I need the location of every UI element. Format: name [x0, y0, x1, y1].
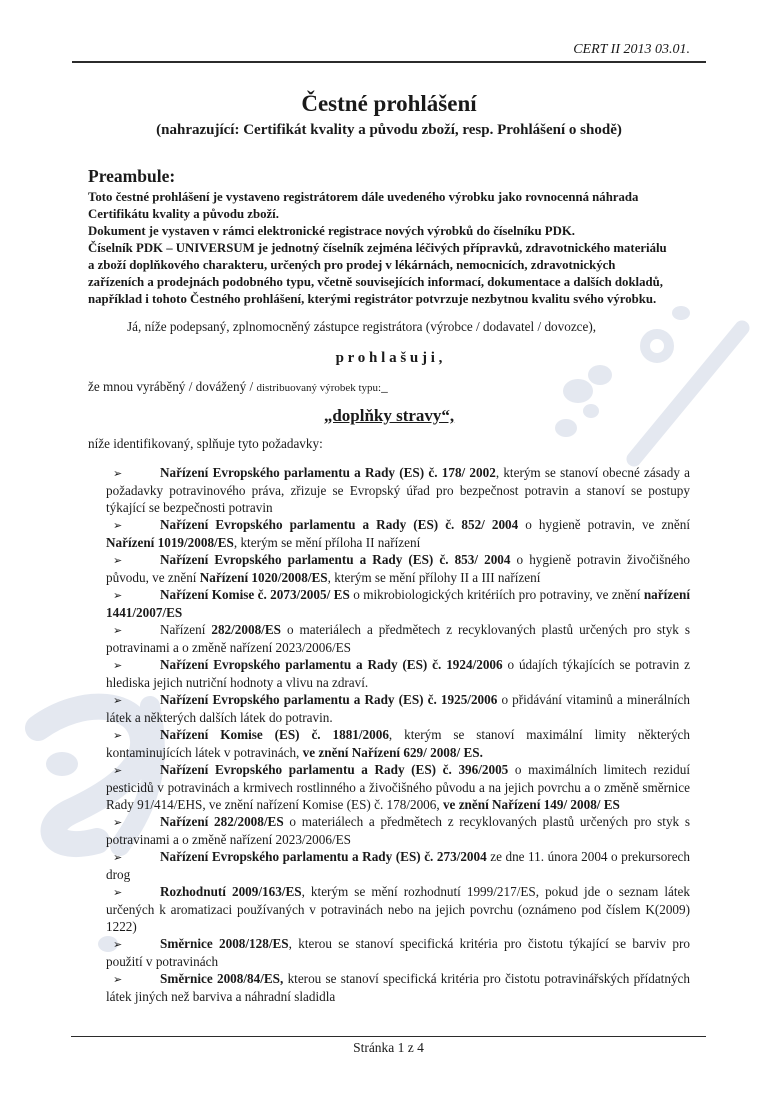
preamble-line: zařízeních a prodejnách podobného typu, včetně souvisejících informací, dokumentace a dalších dokladů, [88, 275, 663, 289]
list-item [106, 551, 690, 586]
list-item [106, 883, 690, 935]
regulation-description: o mikrobiologických kritériích pro potraviny, ve znění [349, 587, 644, 602]
preamble-line: Číselník PDK – UNIVERSUM je jednotný číselník zejména léčivých přípravků, zdravotnického materiálu [88, 241, 667, 255]
regulation-reference: nařízení 1441/2007/ES [106, 587, 690, 620]
regulation-reference: 282/2008/ES [211, 622, 281, 637]
bullet-arrow-icon: ➢ [113, 764, 123, 777]
list-item [106, 970, 690, 1005]
regulation-reference: Nařízení 1020/2008/ES [199, 570, 328, 585]
regulation-reference: Směrnice 2008/84/ES, [160, 971, 284, 986]
preamble-line: například i tohoto Čestného prohlášení, kterými registrátor potvrzuje nezbytnou kvalitu svého výrobku. [88, 292, 657, 306]
list-item [106, 935, 690, 970]
regulation-description: , kterým se mění rozhodnutí 1999/217/ES, pokud jde o seznam látek určených k aromatizaci používaných v potravinách nebo na jejich povrchu (oznámeno pod číslem K(2009) 1222) [106, 884, 691, 934]
regulation-reference: Nařízení Komise (ES) č. 1881/2006 [160, 727, 389, 742]
regulation-reference: ve znění Nařízení 629/ 2008/ ES. [302, 745, 483, 760]
bullet-arrow-icon: ➢ [113, 886, 123, 899]
bullet-arrow-icon: ➢ [113, 467, 123, 480]
list-item [106, 813, 690, 848]
regulation-description: , kterým se mění příloha II nařízení [233, 535, 421, 550]
list-item [106, 691, 690, 726]
page-subtitle: (nahrazující: Certifikát kvality a původu zboží, resp. Prohlášení o shodě) [156, 122, 622, 138]
list-item [106, 656, 690, 691]
page-title: Čestné prohlášení [301, 91, 477, 116]
regulation-description: o hygieně potravin živočišného původu, ve znění [106, 552, 691, 585]
list-item [106, 761, 690, 813]
blank-underscore: _ [381, 379, 388, 394]
bullet-arrow-icon: ➢ [113, 554, 123, 567]
product-type-title: „doplňky stravy“, [323, 406, 455, 425]
regulation-description: , kterým se stanoví obecné zásady a požadavky potravinového práva, zřizuje se Evropský úřad pro bezpečnost potravin a stanoví se postupy týkající se bezpečnosti potravin [106, 465, 690, 515]
regulation-description: , kterým se stanoví maximální limity některých kontaminujících látek v potravinách, [106, 727, 690, 760]
footer-rule [71, 1036, 706, 1037]
product-prefix-text: že mnou vyráběný / dovážený / [88, 379, 257, 394]
list-item [106, 726, 690, 761]
product-type-line [88, 378, 690, 397]
product-small-text: distribuovaný výrobek typu: [256, 382, 382, 394]
declaration-opening: Já, níže podepsaný, zplnomocněný zástupce registrátora (výrobce / dodavatel / dovozce), [127, 319, 597, 334]
preamble-line: Dokument je vystaven v rámci elektronické registrace nových výrobků do číselníku PDK. [88, 224, 575, 238]
preamble-line: Certifikátu kvality a původu zboží. [88, 207, 279, 221]
bullet-arrow-icon: ➢ [113, 624, 123, 637]
list-item [106, 516, 690, 551]
regulation-reference: Nařízení 282/2008/ES [160, 814, 284, 829]
page-number: Stránka 1 z 4 [353, 1040, 424, 1055]
regulation-reference: Nařízení Evropského parlamentu a Rady (ES) č. 852/ 2004 [160, 517, 519, 532]
regulation-description: o přidávání vitaminů a minerálních látek a některých dalších látek do potravin. [106, 692, 690, 725]
declaration-verb: p r o h l a š u j i , [335, 350, 443, 366]
regulation-description: o maximálních limitech reziduí pesticidů v potravinách a krmivech rostlinného a živočišného původu a na jejich povrchu a o změně směrnice Rady 91/414/EHS, ve znění nařízení Komise (ES) č. 178/2006, [106, 762, 690, 812]
regulation-reference: Nařízení Evropského parlamentu a Rady (ES) č. 1924/2006 [160, 657, 503, 672]
regulation-description: o hygieně potravin, ve znění [518, 517, 691, 532]
requirements-intro: níže identifikovaný, splňuje tyto požadavky: [88, 436, 323, 451]
preamble-text [88, 189, 690, 308]
bullet-arrow-icon: ➢ [113, 851, 123, 864]
regulation-description: , kterým se mění přílohy II a III nařízení [327, 570, 541, 585]
bullet-arrow-icon: ➢ [113, 519, 123, 532]
regulation-reference: Nařízení Evropského parlamentu a Rady (ES) č. 273/2004 [160, 849, 487, 864]
bullet-arrow-icon: ➢ [113, 816, 123, 829]
list-item [106, 621, 690, 656]
bullet-arrow-icon: ➢ [113, 659, 123, 672]
regulation-description: o materiálech a předmětech z recyklovaných plastů určených pro styk s potravinami a o změně nařízení 2023/2006/ES [106, 814, 690, 847]
list-item [106, 848, 690, 883]
regulation-description: o údajích týkajících se potravin z hlediska jejich nutriční hodnoty a vlivu na zdraví. [106, 657, 690, 690]
doc-code: CERT II 2013 03.01. [573, 42, 690, 57]
bullet-arrow-icon: ➢ [113, 938, 123, 951]
header-rule [72, 61, 706, 63]
requirements-list [88, 464, 690, 1005]
regulation-reference: Nařízení Evropského parlamentu a Rady (ES) č. 853/ 2004 [160, 552, 511, 567]
regulation-reference: Nařízení Komise č. 2073/2005/ ES [160, 587, 350, 602]
bullet-arrow-icon: ➢ [113, 973, 123, 986]
regulation-reference: Směrnice 2008/128/ES [160, 936, 289, 951]
preamble-line: Toto čestné prohlášení je vystaveno registrátorem dále uvedeného výrobku jako rovnocenná náhrada [88, 190, 639, 204]
regulation-description: , kterou se stanoví specifická kritéria pro čistotu týkající se barviv pro použití v potravinách [106, 936, 690, 969]
preamble-line: a zboží doplňkového charakteru, určených pro prodej v lékárnách, nemocnicích, zdravotnických [88, 258, 616, 272]
list-item [106, 464, 690, 516]
regulation-description: kterou se stanoví specifická kritéria pro čistotu potravinářských přídatných látek jiných než barviva a náhradní sladidla [106, 971, 690, 1004]
regulation-description: Nařízení [160, 622, 212, 637]
regulation-reference: ve znění Nařízení 149/ 2008/ ES [442, 797, 620, 812]
regulation-reference: Nařízení Evropského parlamentu a Rady (ES) č. 396/2005 [160, 762, 509, 777]
regulation-reference: Rozhodnutí 2009/163/ES [160, 884, 302, 899]
bullet-arrow-icon: ➢ [113, 694, 123, 707]
regulation-reference: Nařízení 1019/2008/ES [106, 535, 234, 550]
preamble-heading: Preambule: [88, 166, 176, 186]
regulation-description: ze dne 11. února 2004 o prekursorech drog [106, 849, 690, 882]
page-footer [0, 1036, 777, 1056]
regulation-description: o materiálech a předmětech z recyklovaných plastů určených pro styk s potravinami a o změně nařízení 2023/2006/ES [106, 622, 690, 655]
bullet-arrow-icon: ➢ [113, 589, 123, 602]
list-item [106, 586, 690, 621]
bullet-arrow-icon: ➢ [113, 729, 123, 742]
regulation-reference: Nařízení Evropského parlamentu a Rady (ES) č. 178/ 2002 [160, 465, 496, 480]
regulation-reference: Nařízení Evropského parlamentu a Rady (ES) č. 1925/2006 [160, 692, 498, 707]
